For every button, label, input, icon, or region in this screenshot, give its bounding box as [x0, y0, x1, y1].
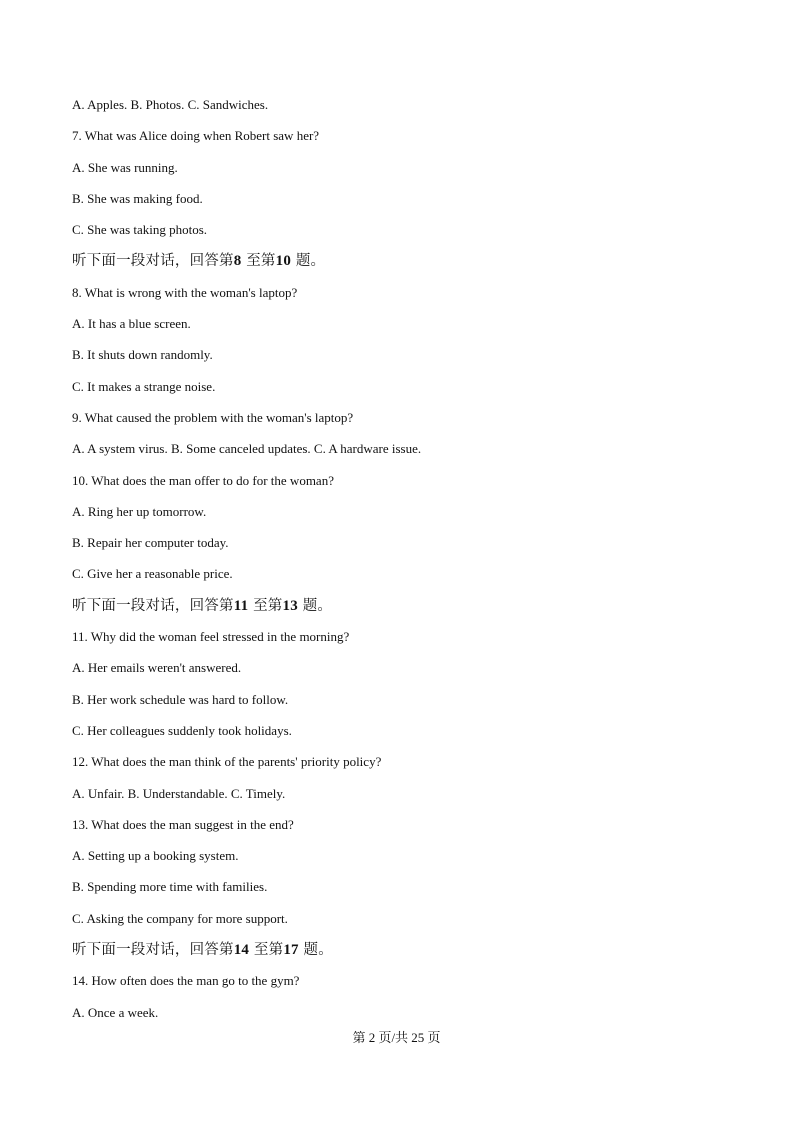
answer-option: A. Unfair. B. Understandable. C. Timely.	[72, 785, 286, 801]
answer-option: A. Ring her up tomorrow.	[72, 503, 207, 519]
question-text: 13. What does the man suggest in the end?	[72, 816, 294, 832]
heading-text: 题。	[302, 597, 333, 614]
question-text: 10. What does the man offer to do for the woman?	[72, 472, 334, 488]
heading-number-to: 10	[275, 253, 292, 270]
heading-number-from: 11	[233, 597, 249, 614]
question-text: 12. What does the man think of the parents' priority policy?	[72, 754, 382, 770]
answer-option: A. Setting up a booking system.	[72, 848, 239, 864]
answer-option: A. A system virus. B. Some canceled updates. C. A hardware issue.	[72, 441, 422, 457]
section-heading	[72, 597, 732, 628]
heading-text: 听下面一段对话，回答第	[72, 597, 234, 614]
heading-number-from: 14	[233, 942, 250, 959]
heading-number-to: 13	[282, 597, 298, 614]
answer-option: A. Her emails weren't answered.	[72, 660, 242, 676]
question-text: 7. What was Alice doing when Robert saw her?	[72, 128, 320, 144]
heading-text: 题。	[295, 253, 326, 270]
answer-option: A. Apples. B. Photos. C. Sandwiches.	[72, 97, 269, 112]
question-text: 14. How often does the man go to the gym?	[72, 973, 300, 989]
answer-option: C. It makes a strange noise.	[72, 378, 216, 394]
heading-text: 至第	[253, 942, 284, 959]
answer-option: A. It has a blue screen.	[72, 316, 191, 332]
page-footer: 第 2 页/共 25 页	[352, 1030, 441, 1045]
question-text: 8. What is wrong with the woman's laptop?	[72, 284, 298, 300]
answer-option: B. Repair her computer today.	[72, 535, 229, 551]
answer-option: C. Give her a reasonable price.	[72, 566, 233, 582]
answer-option: C. Her colleagues suddenly took holidays.	[72, 722, 292, 738]
answer-option: C. Asking the company for more support.	[72, 910, 288, 926]
heading-text: 听下面一段对话，回答第	[72, 253, 234, 270]
heading-number-to: 17	[283, 942, 299, 959]
answer-option: C. She was taking photos.	[72, 222, 208, 238]
page-content	[72, 96, 732, 1035]
section-heading	[72, 941, 732, 972]
question-text: 9. What caused the problem with the woman's laptop?	[72, 409, 354, 425]
heading-text: 至第	[253, 597, 283, 614]
section-heading	[72, 252, 732, 283]
answer-option: B. Her work schedule was hard to follow.	[72, 691, 289, 707]
answer-option: B. Spending more time with families.	[72, 879, 268, 895]
answer-option: A. Once a week.	[72, 1004, 159, 1020]
heading-text: 题。	[303, 942, 333, 959]
heading-text: 至第	[246, 253, 276, 270]
answer-option: B. She was making food.	[72, 190, 203, 206]
answer-option: B. It shuts down randomly.	[72, 347, 213, 363]
question-text: 11. Why did the woman feel stressed in the morning?	[72, 629, 350, 645]
answer-option: A. She was running.	[72, 159, 178, 175]
heading-text: 听下面一段对话，回答第	[72, 942, 234, 959]
heading-number-from: 8	[233, 253, 242, 270]
